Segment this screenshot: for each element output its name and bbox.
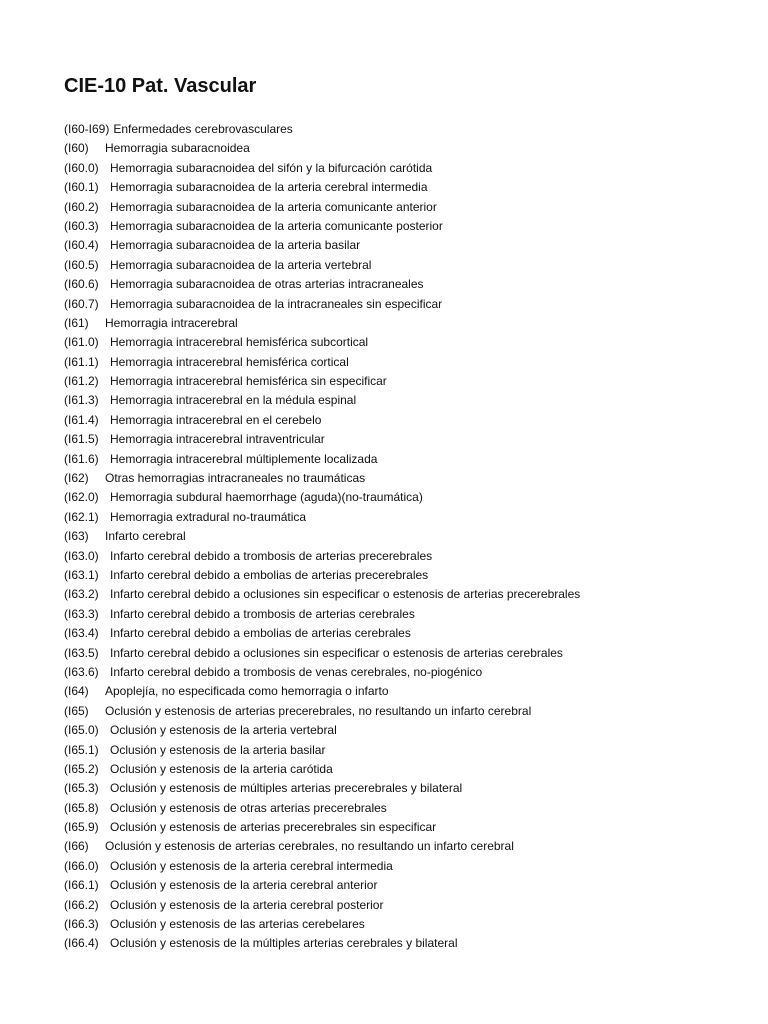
icd-code: (I66.4)	[64, 936, 99, 951]
icd-description: Infarto cerebral debido a oclusiones sin especificar o estenosis de arterias cerebrales	[110, 645, 563, 660]
icd-code: (I60.1)	[64, 180, 99, 195]
icd-code: (I60.2)	[64, 199, 99, 214]
icd-code: (I60.6)	[64, 277, 99, 292]
icd-code: (I61.0)	[64, 335, 99, 350]
icd-description: Oclusión y estenosis de múltiples arterias precerebrales y bilateral	[110, 781, 463, 796]
icd-description: Oclusión y estenosis de las arterias cerebelares	[110, 917, 365, 932]
list-item	[64, 391, 754, 410]
icd-description: Hemorragia intracerebral en el cerebelo	[110, 412, 322, 427]
icd-code: (I63.4)	[64, 626, 99, 641]
list-item	[64, 178, 754, 197]
list-item	[64, 682, 754, 701]
icd-description: Oclusión y estenosis de arterias cerebrales, no resultando un infarto cerebral	[105, 839, 514, 854]
list-item	[64, 934, 754, 953]
list-item	[64, 333, 754, 352]
list-item	[64, 702, 754, 721]
icd-description: Hemorragia subaracnoidea de la arteria comunicante posterior	[110, 218, 443, 233]
icd-description: Hemorragia intracerebral en la médula espinal	[110, 393, 357, 408]
list-item	[64, 779, 754, 798]
list-item	[64, 566, 754, 585]
icd-code: (I61.3)	[64, 393, 99, 408]
icd-description: Hemorragia extradural no-traumática	[110, 509, 307, 524]
list-item	[64, 741, 754, 760]
icd-code: (I61.4)	[64, 412, 99, 427]
list-item	[64, 644, 754, 663]
icd-code: (I65.3)	[64, 781, 99, 796]
list-item	[64, 469, 754, 488]
icd-description: Oclusión y estenosis de la múltiples arterias cerebrales y bilateral	[110, 936, 458, 951]
list-item	[64, 488, 754, 507]
icd-description: Hemorragia intracerebral intraventricular	[110, 432, 325, 447]
icd-description: Infarto cerebral debido a trombosis de venas cerebrales, no-piogénico	[110, 664, 483, 679]
icd-description: Infarto cerebral debido a embolias de arterias cerebrales	[110, 626, 411, 641]
icd-code: (I60.4)	[64, 238, 99, 253]
icd-description: Hemorragia subdural haemorrhage (aguda)(no-traumática)	[110, 490, 423, 505]
list-item	[64, 120, 754, 139]
list-item	[64, 915, 754, 934]
icd-code: (I65.2)	[64, 761, 99, 776]
icd-code: (I61.5)	[64, 432, 99, 447]
list-item	[64, 527, 754, 546]
list-item	[64, 605, 754, 624]
list-item	[64, 547, 754, 566]
icd-description: Enfermedades cerebrovasculares	[113, 122, 293, 136]
icd-code: (I61)	[64, 315, 89, 330]
icd-description: Hemorragia subaracnoidea de la arteria basilar	[110, 238, 361, 253]
list-item	[64, 275, 754, 294]
list-item	[64, 353, 754, 372]
list-item	[64, 624, 754, 643]
list-item	[64, 256, 754, 275]
icd-description: Hemorragia subaracnoidea de la arteria cerebral intermedia	[110, 180, 428, 195]
icd-description: Infarto cerebral debido a trombosis de arterias cerebrales	[110, 606, 415, 621]
icd-description: Infarto cerebral debido a trombosis de arterias precerebrales	[110, 548, 433, 563]
list-item	[64, 411, 754, 430]
icd-code: (I66.1)	[64, 878, 99, 893]
list-item	[64, 450, 754, 469]
icd-description: Oclusión y estenosis de la arteria cerebral intermedia	[110, 858, 393, 873]
icd-code: (I60.0)	[64, 160, 99, 175]
icd-description: Oclusión y estenosis de arterias precerebrales sin especificar	[110, 820, 437, 835]
icd-code: (I65.9)	[64, 820, 99, 835]
icd-description: Hemorragia subaracnoidea	[105, 141, 250, 156]
icd-code: (I65)	[64, 703, 89, 718]
list-item	[64, 876, 754, 895]
icd-description: Hemorragia intracerebral múltiplemente localizada	[110, 451, 378, 466]
icd-code: (I61.2)	[64, 374, 99, 389]
icd-description: Hemorragia subaracnoidea de otras arterias intracraneales	[110, 277, 424, 292]
icd-description: Hemorragia intracerebral hemisférica cortical	[110, 354, 349, 369]
icd-code: (I61.6)	[64, 451, 99, 466]
list-item	[64, 430, 754, 449]
icd-code: (I65.8)	[64, 800, 99, 815]
list-item	[64, 857, 754, 876]
icd-code: (I65.0)	[64, 723, 99, 738]
icd-code: (I60)	[64, 141, 89, 156]
icd-description: Oclusión y estenosis de la arteria vertebral	[110, 723, 337, 738]
icd-description: Otras hemorragias intracraneales no traumáticas	[105, 471, 366, 486]
list-item	[64, 139, 754, 158]
icd-code: (I61.1)	[64, 354, 99, 369]
list-item	[64, 760, 754, 779]
icd-code-list	[64, 120, 754, 954]
icd-description: Oclusión y estenosis de la arteria carótida	[110, 761, 333, 776]
list-item	[64, 198, 754, 217]
icd-description: Infarto cerebral	[105, 529, 186, 544]
icd-description: Hemorragia subaracnoidea de la arteria vertebral	[110, 257, 372, 272]
icd-code: (I62)	[64, 471, 89, 486]
icd-code: (I66)	[64, 839, 89, 854]
list-item	[64, 295, 754, 314]
icd-code: (I64)	[64, 684, 89, 699]
icd-code: (I63.3)	[64, 606, 99, 621]
icd-description: Apoplejía, no especificada como hemorragia o infarto	[105, 684, 389, 699]
list-item	[64, 585, 754, 604]
icd-code: (I66.3)	[64, 917, 99, 932]
page-title: CIE-10 Pat. Vascular	[64, 75, 257, 97]
icd-description: Oclusión y estenosis de la arteria basilar	[110, 742, 326, 757]
icd-description: Infarto cerebral debido a oclusiones sin especificar o estenosis de arterias precerebrales	[110, 587, 581, 602]
icd-description: Hemorragia subaracnoidea del sifón y la bifurcación carótida	[110, 160, 433, 175]
icd-description: Hemorragia intracerebral	[105, 315, 238, 330]
icd-code: (I60.5)	[64, 257, 99, 272]
list-item	[64, 663, 754, 682]
list-item	[64, 896, 754, 915]
icd-code: (I62.1)	[64, 509, 99, 524]
list-item	[64, 799, 754, 818]
icd-description: Oclusión y estenosis de otras arterias precerebrales	[110, 800, 387, 815]
icd-description: Infarto cerebral debido a embolias de arterias precerebrales	[110, 567, 429, 582]
icd-code: (I60-I69)	[64, 122, 110, 136]
icd-description: Hemorragia subaracnoidea de la arteria comunicante anterior	[110, 199, 437, 214]
list-item	[64, 314, 754, 333]
icd-code: (I63.0)	[64, 548, 99, 563]
icd-description: Hemorragia intracerebral hemisférica sin especificar	[110, 374, 387, 389]
icd-description: Oclusión y estenosis de la arteria cerebral anterior	[110, 878, 378, 893]
list-item	[64, 818, 754, 837]
icd-code: (I66.0)	[64, 858, 99, 873]
icd-description: Oclusión y estenosis de arterias precerebrales, no resultando un infarto cerebral	[105, 703, 532, 718]
icd-code: (I60.3)	[64, 218, 99, 233]
icd-description: Oclusión y estenosis de la arteria cerebral posterior	[110, 897, 384, 912]
list-item	[64, 508, 754, 527]
icd-code: (I65.1)	[64, 742, 99, 757]
list-item	[64, 721, 754, 740]
list-item	[64, 837, 754, 856]
icd-code: (I66.2)	[64, 897, 99, 912]
icd-code: (I63.6)	[64, 664, 99, 679]
list-item	[64, 217, 754, 236]
icd-description: Hemorragia subaracnoidea de la intracraneales sin especificar	[110, 296, 443, 311]
icd-code: (I63.2)	[64, 587, 99, 602]
list-item	[64, 372, 754, 391]
icd-code: (I60.7)	[64, 296, 99, 311]
icd-code: (I63.1)	[64, 567, 99, 582]
icd-code: (I63.5)	[64, 645, 99, 660]
icd-description: Hemorragia intracerebral hemisférica subcortical	[110, 335, 369, 350]
icd-code: (I63)	[64, 529, 89, 544]
icd-code: (I62.0)	[64, 490, 99, 505]
list-item	[64, 159, 754, 178]
list-item	[64, 236, 754, 255]
